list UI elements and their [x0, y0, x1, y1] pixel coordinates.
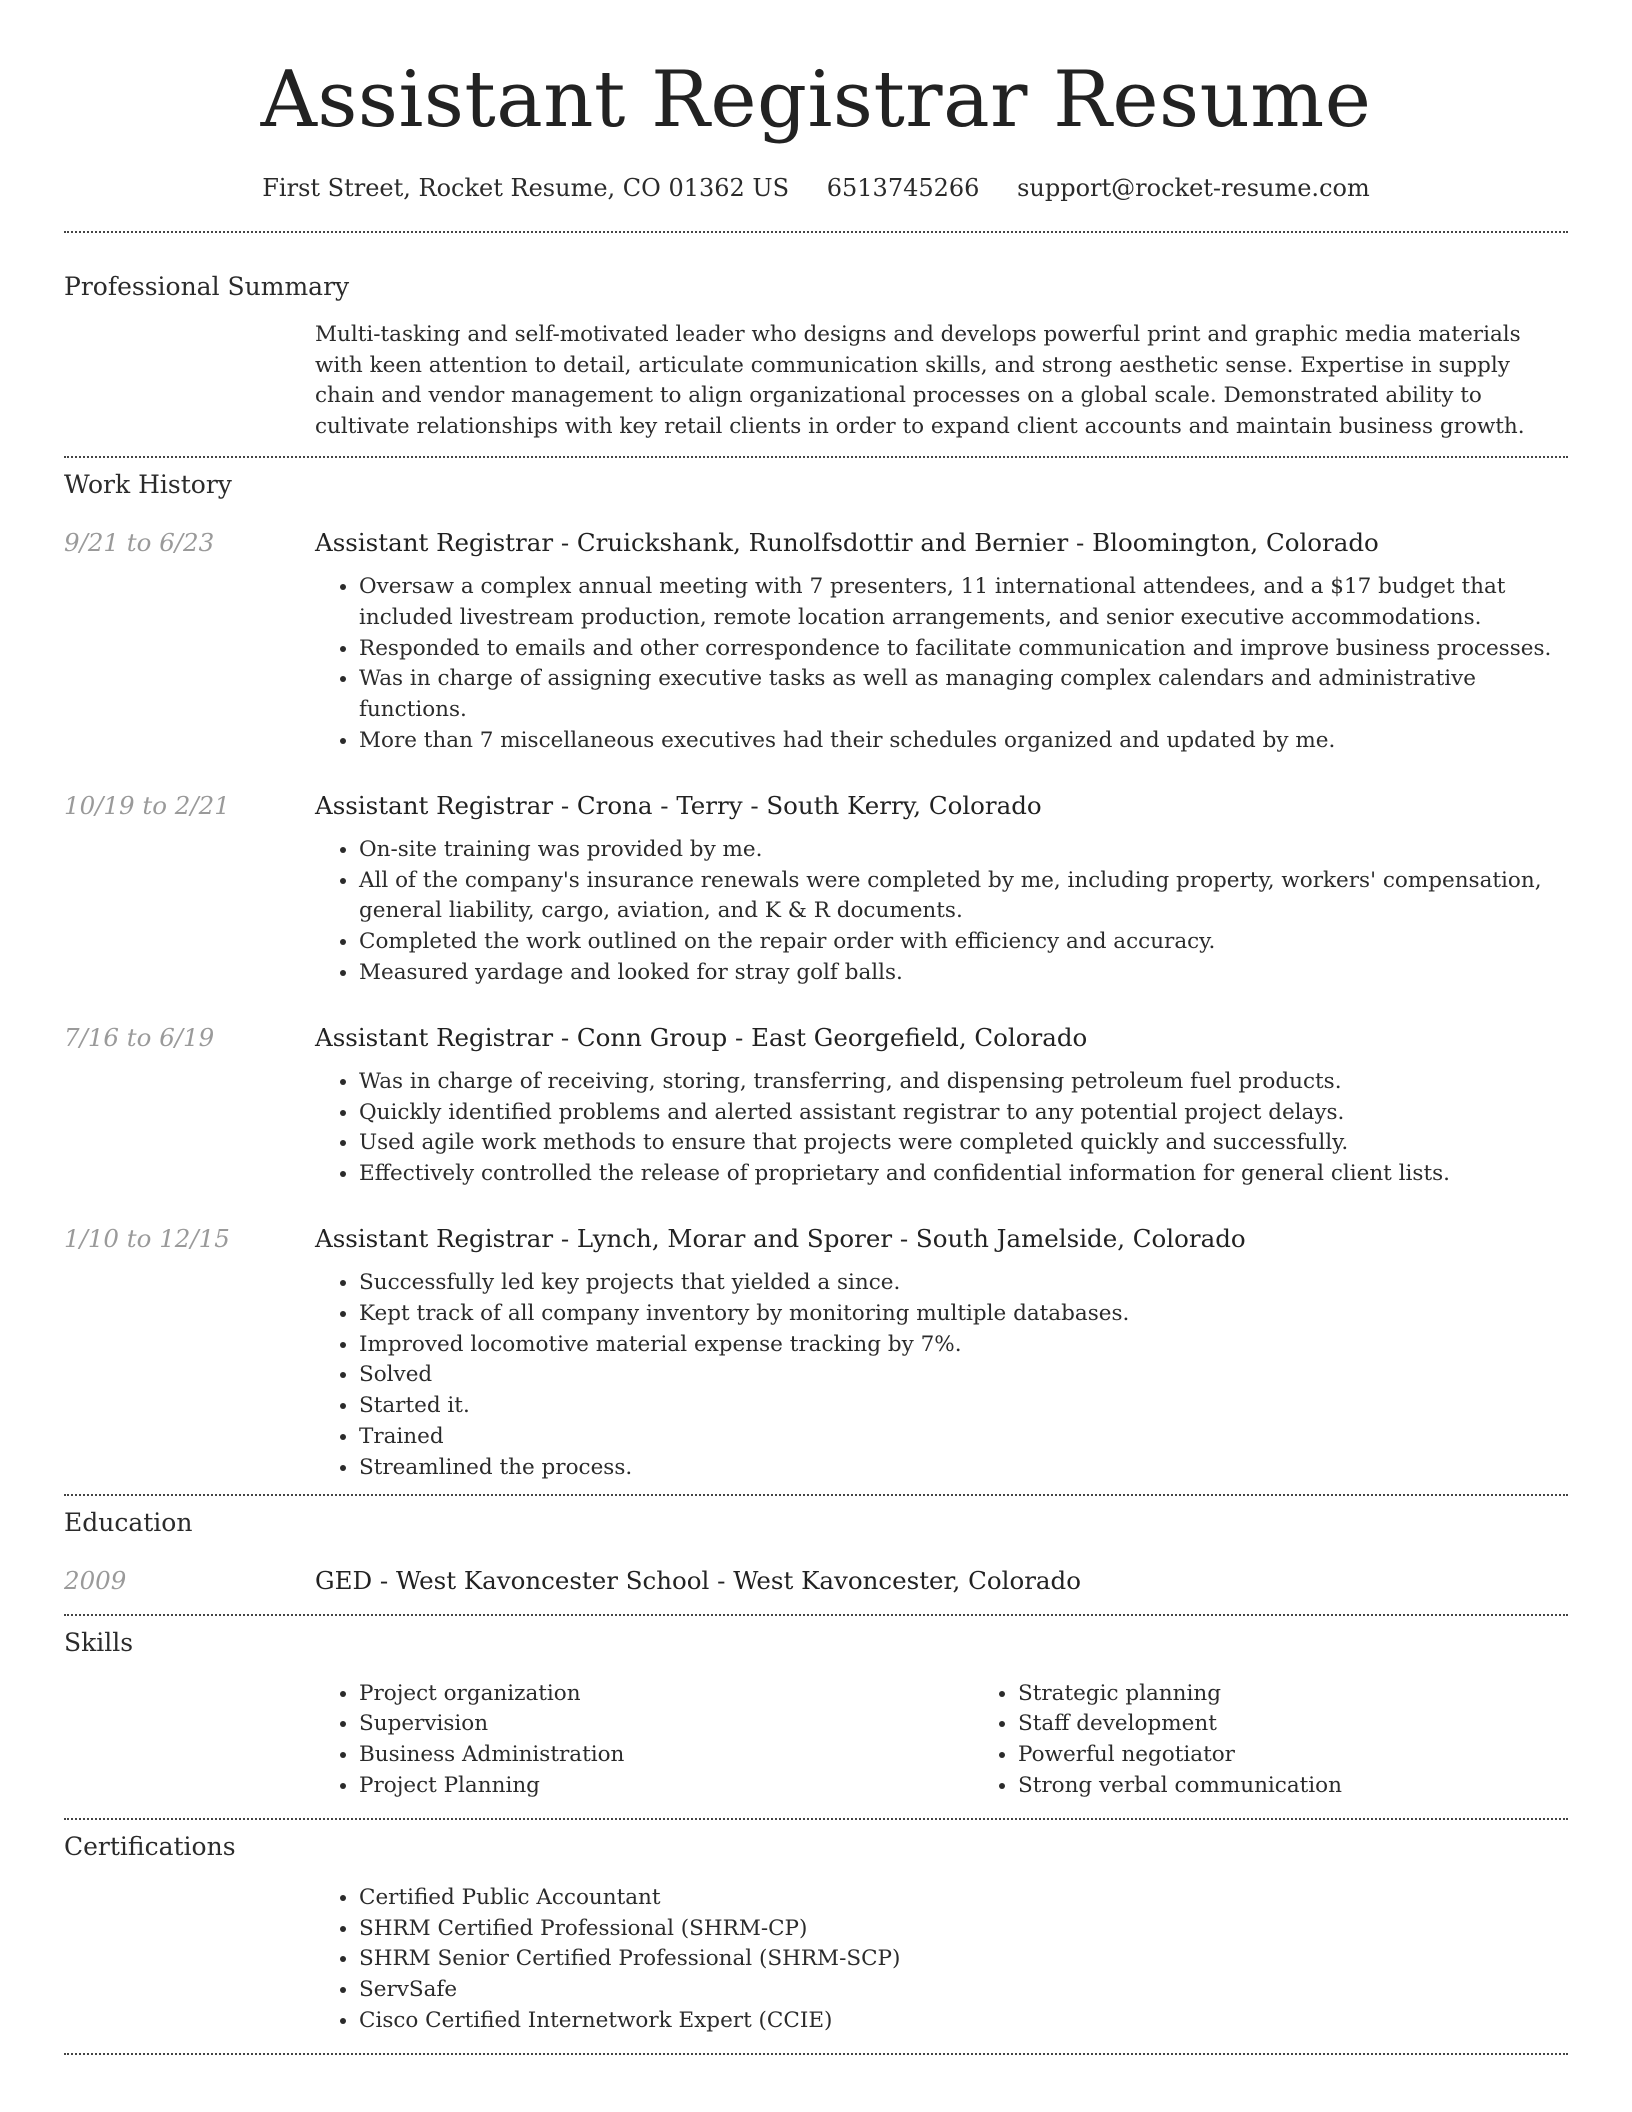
contact-address: First Street, Rocket Resume, CO 01362 US [262, 174, 790, 202]
divider [64, 2053, 1568, 2055]
job-dates: 9/21 to 6/23 [64, 528, 215, 557]
list-item: • All of the company's insurance renewals were completed by me, including property, workers' compensation, general liability, cargo, aviation, and K & R documents. [359, 866, 1568, 928]
skills-list-left [315, 1679, 974, 1802]
list-item: • Was in charge of receiving, storing, transferring, and dispensing petroleum fuel products. [359, 1067, 1568, 1098]
job-dates: 10/19 to 2/21 [64, 790, 230, 820]
list-item: • SHRM Certified Professional (SHRM-CP) [359, 1914, 1568, 1945]
list-item: • Project Planning [359, 1771, 974, 1802]
list-item: • Supervision [359, 1709, 974, 1740]
education-section [64, 1507, 1568, 1597]
list-item: • Oversaw a complex annual meeting with 7 presenters, 11 international attendees, and a $17 budget that included livestream production, remote location arrangements, and senior executive accommodations. [359, 572, 1568, 634]
job-title: Assistant Registrar - Cruickshank, Runolfsdottir and Bernier - Bloomington, Colorado [315, 528, 1379, 557]
job-bullets [315, 835, 1568, 989]
list-item: • Effectively controlled the release of proprietary and confidential information for general client lists. [359, 1159, 1568, 1190]
certifications-section [64, 1831, 1568, 2037]
list-item: • Project organization [359, 1679, 974, 1710]
job-dates: 1/10 to 12/15 [64, 1223, 230, 1253]
list-item: • Certified Public Accountant [359, 1883, 1568, 1914]
list-item: • Completed the work outlined on the repair order with efficiency and accuracy. [359, 927, 1568, 958]
job-title: Assistant Registrar - Crona - Terry - South Kerry, Colorado [315, 790, 1042, 820]
list-item: • Was in charge of assigning executive tasks as well as managing complex calendars and administrative functions. [359, 664, 1568, 726]
job-title: Assistant Registrar - Conn Group - East Georgefield, Colorado [315, 1022, 1088, 1052]
education-entry [64, 1565, 1568, 1597]
contact-phone: 6513745266 [826, 174, 980, 202]
skills-grid [315, 1679, 1632, 1802]
list-item: • Strong verbal communication [1018, 1771, 1632, 1802]
list-item: • Solved [359, 1360, 1568, 1391]
list-item: • Streamlined the process. [359, 1453, 1568, 1484]
contact-line [64, 172, 1568, 204]
list-item: • ServSafe [359, 1975, 1568, 2006]
work-history-section [64, 469, 1568, 1484]
job-bullets [315, 1067, 1568, 1190]
job-entry [64, 1022, 1568, 1190]
work-history-heading: Work History [64, 470, 232, 499]
contact-email: support@rocket-resume.com [1017, 174, 1370, 202]
list-item: • More than 7 miscellaneous executives had their schedules organized and updated by me. [359, 726, 1568, 757]
job-bullets [315, 572, 1568, 757]
list-item: • Kept track of all company inventory by monitoring multiple databases. [359, 1299, 1568, 1330]
skills-list-right [974, 1679, 1632, 1802]
list-item: • Trained [359, 1422, 1568, 1453]
job-entry [64, 1223, 1568, 1484]
list-item: • Successfully led key projects that yielded a since. [359, 1268, 1568, 1299]
certifications-list [315, 1883, 1568, 2037]
certifications-heading: Certifications [64, 1831, 236, 1861]
list-item: • On-site training was provided by me. [359, 835, 1568, 866]
divider [64, 1614, 1568, 1616]
list-item: • Started it. [359, 1391, 1568, 1422]
job-dates: 7/16 to 6/19 [64, 1022, 215, 1052]
education-heading: Education [64, 1507, 193, 1537]
summary-section [64, 271, 1568, 442]
list-item: • SHRM Senior Certified Professional (SHRM-SCP) [359, 1944, 1568, 1975]
divider [64, 231, 1568, 233]
list-item: • Staff development [1018, 1709, 1632, 1740]
skills-heading: Skills [64, 1627, 134, 1657]
education-text: GED - West Kavoncester School - West Kavoncester, Colorado [315, 1565, 1081, 1595]
job-entry [64, 790, 1568, 989]
divider [64, 1818, 1568, 1820]
job-entry [64, 527, 1568, 757]
list-item: • Cisco Certified Internetwork Expert (CCIE) [359, 2006, 1568, 2037]
list-item: • Quickly identified problems and alerted assistant registrar to any potential project delays. [359, 1098, 1568, 1129]
resume-title: Assistant Registrar Resume [260, 55, 1372, 145]
list-item: • Used agile work methods to ensure that projects were completed quickly and successfully. [359, 1128, 1568, 1159]
job-bullets [315, 1268, 1568, 1484]
list-item: • Responded to emails and other correspondence to facilitate communication and improve business processes. [359, 634, 1568, 665]
job-title: Assistant Registrar - Lynch, Morar and Sporer - South Jamelside, Colorado [315, 1223, 1246, 1253]
list-item: • Measured yardage and looked for stray golf balls. [359, 958, 1568, 989]
list-item: • Business Administration [359, 1740, 974, 1771]
divider [64, 1494, 1568, 1496]
list-item: • Improved locomotive material expense tracking by 7%. [359, 1330, 1568, 1361]
summary-text: Multi-tasking and self-motivated leader who designs and develops powerful print and graphic media materials with keen attention to detail, articulate communication skills, and strong aesthetic sense. Expertise in supply chain and vendor management to align organizational processes on a global scale. Demonstrated ability to cultivate relationships with key retail clients in order to expand client accounts and maintain business growth. [315, 322, 1525, 439]
education-year: 2009 [64, 1565, 127, 1595]
divider [64, 456, 1568, 458]
summary-heading: Professional Summary [64, 272, 350, 301]
skills-section [64, 1627, 1568, 1802]
list-item: • Strategic planning [1018, 1679, 1632, 1710]
list-item: • Powerful negotiator [1018, 1740, 1632, 1771]
